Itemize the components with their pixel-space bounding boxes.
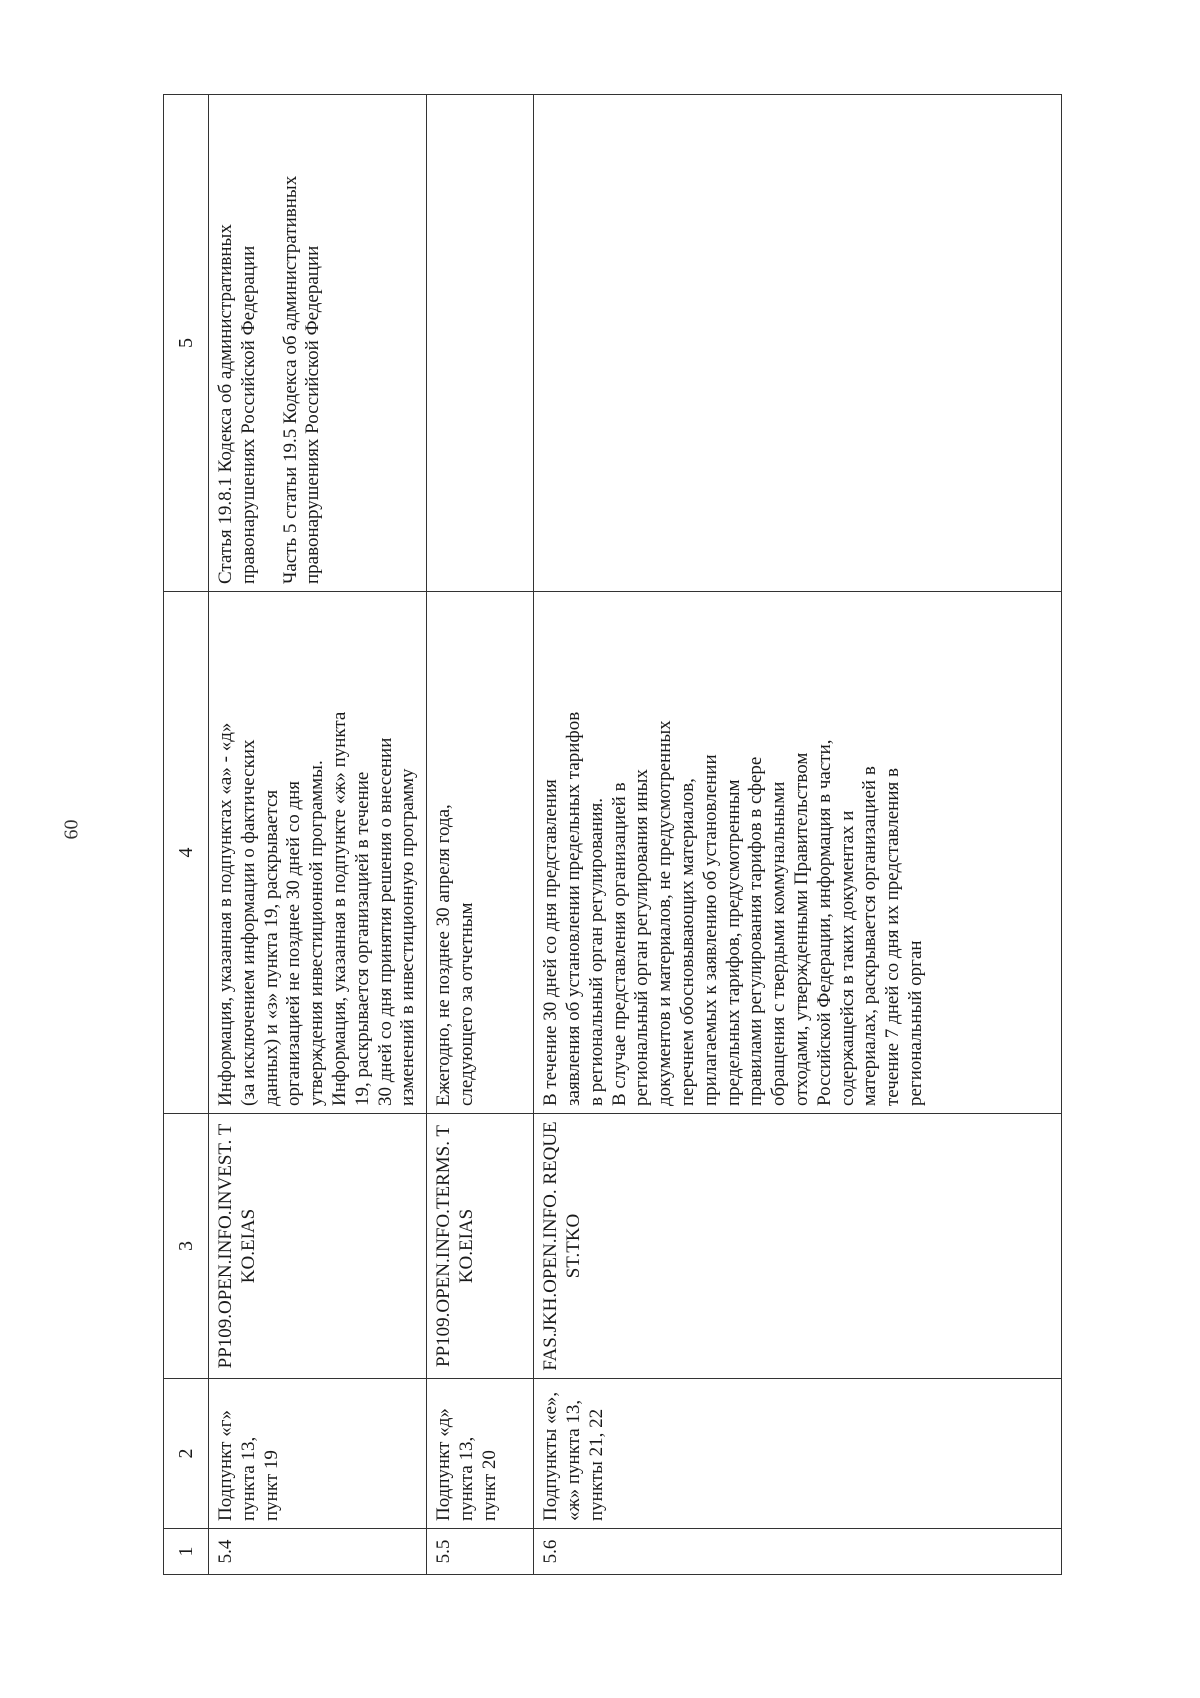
row-timing <box>534 592 1062 1114</box>
timing-line: в региональный орган регулирования. <box>585 797 607 1106</box>
timing-line: региональный орган регулирования иных <box>631 769 653 1106</box>
timing-line: прилагаемых к заявлению об установлении <box>699 754 721 1106</box>
timing-line: правилами регулирования тарифов в сфере <box>745 756 767 1106</box>
table-row <box>427 95 534 1575</box>
timing-line: изменений в инвестиционную программу <box>397 768 419 1106</box>
table-row <box>209 95 427 1575</box>
timing-line: перечнем обосновывающих материалов, <box>676 778 698 1106</box>
row-code: PP109.OPEN.INFO.TERMS. TKO.EIAS <box>427 1114 534 1379</box>
timing-line: документов и материалов, не предусмотренных <box>654 720 676 1106</box>
timing-line: Информация, указанная в подпункте «ж» пункта <box>328 711 350 1106</box>
row-code: PP109.OPEN.INFO.INVEST. TKO.EIAS <box>209 1114 427 1379</box>
row-subpoint: Подпункт «д» пункта 13, пункт 20 <box>427 1379 534 1529</box>
row-timing <box>427 592 534 1114</box>
timing-line: региональный орган <box>904 940 926 1106</box>
table-header-row <box>164 95 209 1575</box>
timing-line: отходами, утвержденными Правительством <box>790 752 812 1106</box>
timing-line: В случае представления организацией в <box>608 782 630 1106</box>
header-col-2: 2 <box>164 1379 209 1529</box>
disclosure-table <box>163 94 1062 1575</box>
timing-line: материалах, раскрывается организацией в <box>859 766 881 1106</box>
liability-spacer <box>261 102 280 584</box>
row-number: 5.5 <box>427 1529 534 1575</box>
header-col-4: 4 <box>164 592 209 1114</box>
timing-line: заявления об установлении предельных тарифов <box>562 711 584 1106</box>
timing-line: 30 дней со дня принятия решения о внесении <box>374 737 396 1106</box>
timing-line: Российской Федерации, информация в части, <box>813 739 835 1106</box>
timing-line: 19, раскрывается организацией в течение <box>351 771 373 1106</box>
row-liability <box>209 95 427 592</box>
liability-text: Часть 5 статьи 19.5 Кодекса об административных правонарушениях Российской Федерации <box>279 175 324 584</box>
header-col-1: 1 <box>164 1529 209 1575</box>
timing-line: течение 7 дней со дня их представления в <box>882 768 904 1106</box>
timing-line: Информация, указанная в подпунктах «а» - «д» <box>215 722 236 1106</box>
timing-line: организацией не позднее 30 дней со дня <box>283 780 305 1106</box>
row-liability <box>534 95 1062 592</box>
page-number: 60 <box>60 819 83 840</box>
table-row <box>534 95 1062 1575</box>
timing-line: содержащейся в таких документах и <box>836 810 858 1106</box>
row-number: 5.6 <box>534 1529 1062 1575</box>
timing-line: В течение 30 дней со дня представления <box>540 779 562 1106</box>
timing-line: утверждения инвестиционной программы. <box>306 760 328 1106</box>
timing-line: Ежегодно, не позднее 30 апреля года, <box>433 804 455 1106</box>
timing-line: обращения с твердыми коммунальными <box>768 781 790 1106</box>
timing-line: следующего за отчетным <box>455 902 477 1106</box>
timing-line: данных) и «з» пункта 19, раскрывается <box>260 789 282 1106</box>
row-number: 5.4 <box>209 1529 427 1575</box>
header-col-5: 5 <box>164 95 209 592</box>
row-liability <box>427 95 534 592</box>
row-code: FAS.JKH.OPEN.INFO. REQUEST.TKO <box>534 1114 1062 1379</box>
row-subpoint: Подпункт «г» пункта 13, пункт 19 <box>209 1379 427 1529</box>
header-col-3: 3 <box>164 1114 209 1379</box>
liability-text: Статья 19.8.1 Кодекса об административных правонарушениях Российской Федерации <box>215 224 259 584</box>
timing-line: (за исключением информации о фактических <box>237 739 259 1106</box>
timing-line: предельных тарифов, предусмотренным <box>722 779 744 1106</box>
rotated-table-wrapper <box>163 95 1062 1575</box>
row-subpoint: Подпункты «е», «ж» пункта 13, пункты 21, 22 <box>534 1379 1062 1529</box>
row-timing <box>209 592 427 1114</box>
